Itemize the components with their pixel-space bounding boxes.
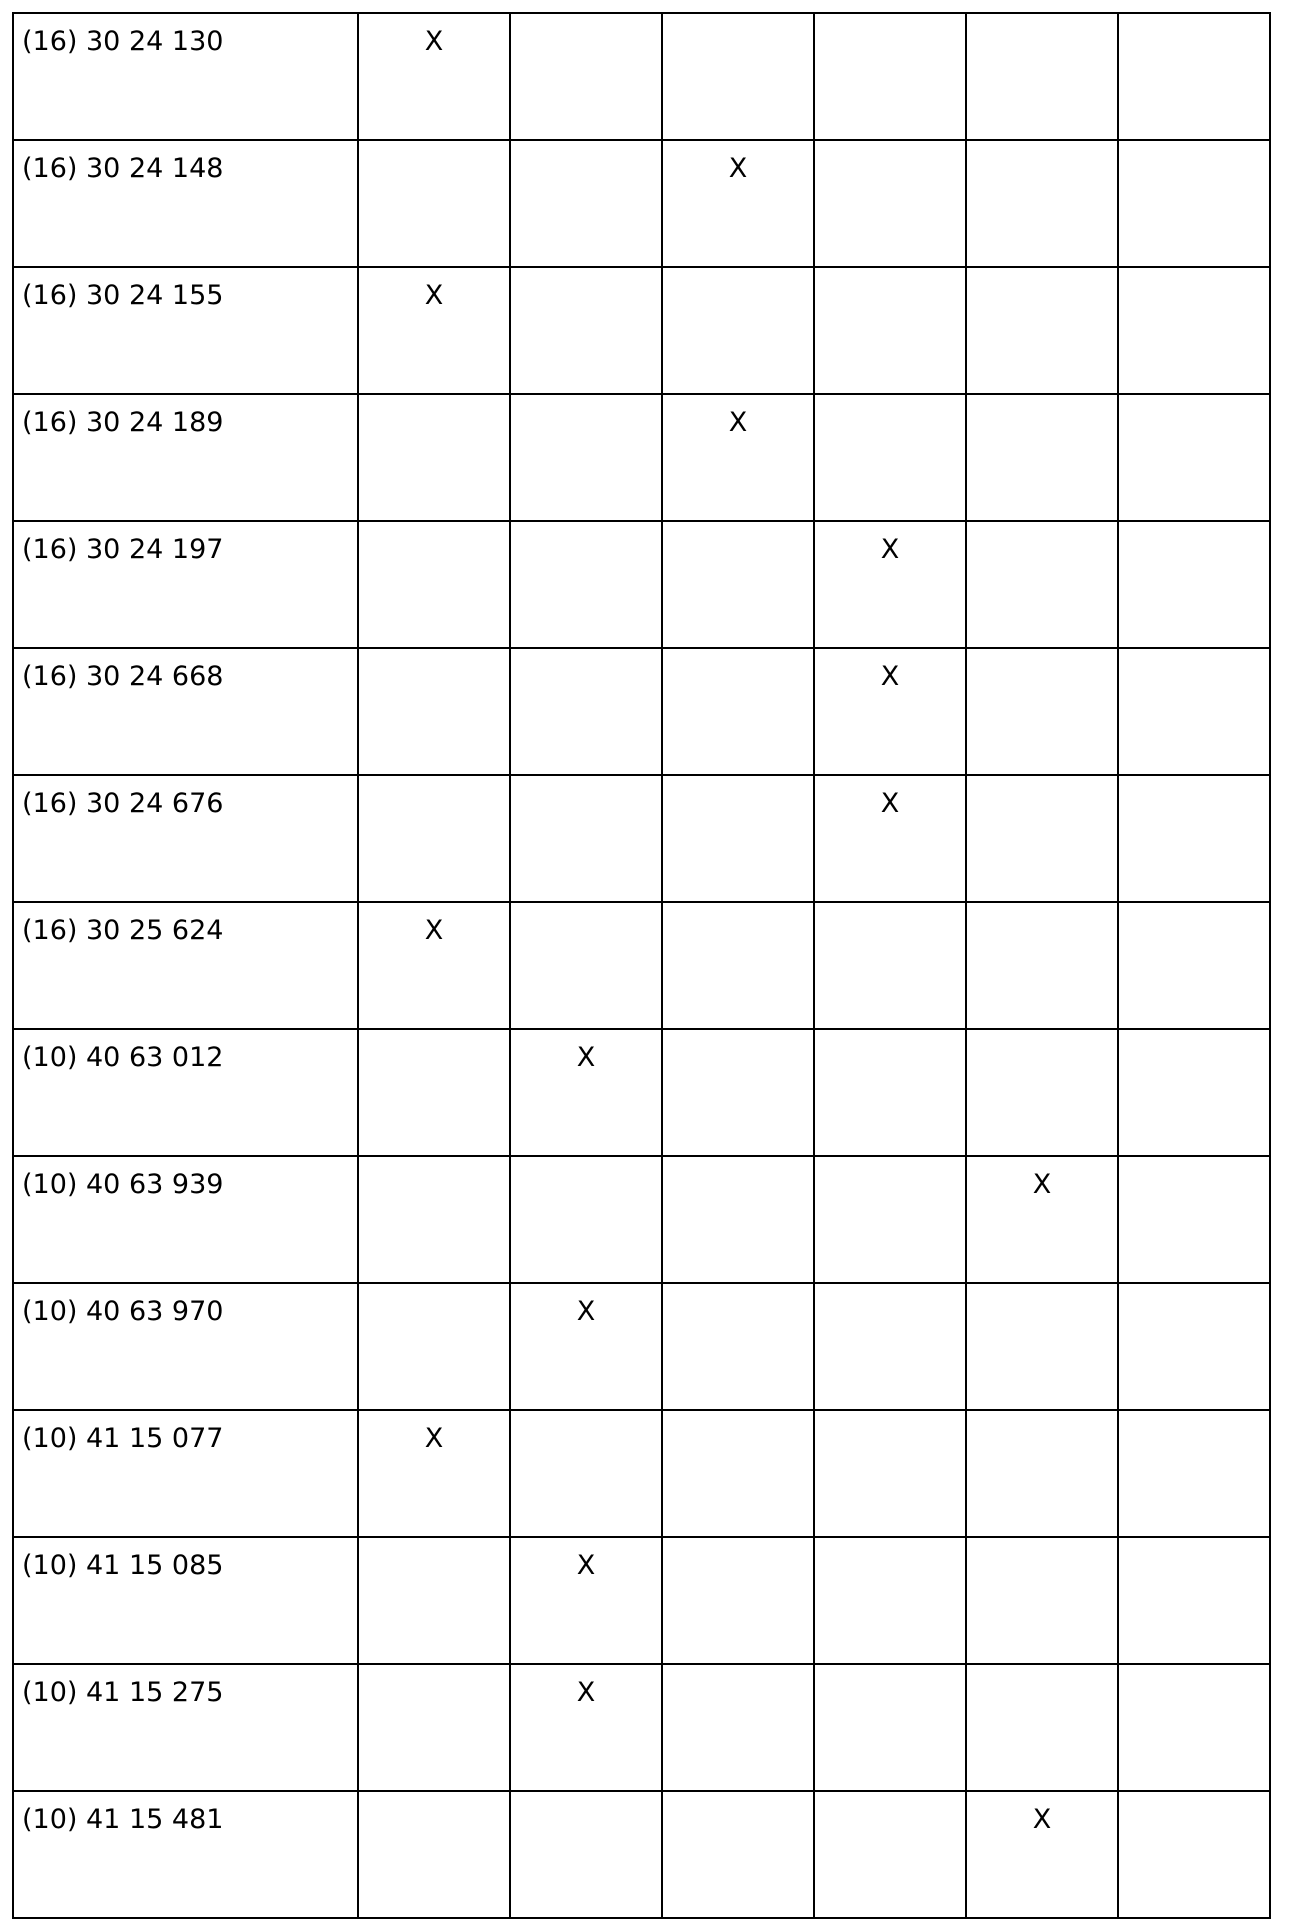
mark-cell-col-6	[1118, 1029, 1270, 1156]
mark-cell-col-3	[662, 1283, 814, 1410]
mark-cell-col-4	[814, 1156, 966, 1283]
mark-cell-col-6	[1118, 648, 1270, 775]
row-code-cell: (10) 40 63 012	[13, 1029, 358, 1156]
mark-cell-col-5	[966, 1537, 1118, 1664]
mark-cell-col-3	[662, 267, 814, 394]
table-row	[13, 1410, 1270, 1537]
mark-cell-col-6	[1118, 267, 1270, 394]
mark-cell-col-3: X	[662, 394, 814, 521]
row-code-cell: (10) 41 15 077	[13, 1410, 358, 1537]
table-row	[13, 1664, 1270, 1791]
table-row	[13, 13, 1270, 140]
mark-cell-col-6	[1118, 1156, 1270, 1283]
mark-cell-col-5	[966, 394, 1118, 521]
table-row	[13, 521, 1270, 648]
table-body	[13, 13, 1270, 1918]
mark-cell-col-2: X	[510, 1029, 662, 1156]
row-code-cell: (16) 30 24 148	[13, 140, 358, 267]
mark-cell-col-3	[662, 1029, 814, 1156]
mark-cell-col-4	[814, 1664, 966, 1791]
mark-cell-col-3	[662, 1537, 814, 1664]
mark-cell-col-2	[510, 902, 662, 1029]
mark-cell-col-3	[662, 902, 814, 1029]
mark-cell-col-4	[814, 1283, 966, 1410]
mark-cell-col-5	[966, 1410, 1118, 1537]
mark-cell-col-6	[1118, 521, 1270, 648]
mark-cell-col-5	[966, 521, 1118, 648]
mark-cell-col-1	[358, 521, 510, 648]
mark-cell-col-2	[510, 1410, 662, 1537]
mark-cell-col-3	[662, 1156, 814, 1283]
row-code-cell: (16) 30 24 676	[13, 775, 358, 902]
mark-cell-col-6	[1118, 394, 1270, 521]
mark-cell-col-1	[358, 1664, 510, 1791]
row-code-cell: (10) 40 63 939	[13, 1156, 358, 1283]
mark-cell-col-2	[510, 1791, 662, 1918]
mark-cell-col-1	[358, 1156, 510, 1283]
table-row	[13, 648, 1270, 775]
table-row	[13, 394, 1270, 521]
mark-cell-col-5	[966, 1029, 1118, 1156]
mark-cell-col-4	[814, 1791, 966, 1918]
table-row	[13, 902, 1270, 1029]
mark-cell-col-6	[1118, 1791, 1270, 1918]
mark-cell-col-4	[814, 140, 966, 267]
mark-cell-col-2	[510, 13, 662, 140]
mark-cell-col-2	[510, 394, 662, 521]
table-row	[13, 775, 1270, 902]
mark-cell-col-5	[966, 902, 1118, 1029]
mark-cell-col-2	[510, 267, 662, 394]
mark-cell-col-6	[1118, 1410, 1270, 1537]
mark-cell-col-2: X	[510, 1283, 662, 1410]
row-code-cell: (16) 30 24 189	[13, 394, 358, 521]
mark-cell-col-3	[662, 1664, 814, 1791]
mark-cell-col-4: X	[814, 775, 966, 902]
mark-cell-col-1	[358, 394, 510, 521]
mark-cell-col-2	[510, 521, 662, 648]
mark-cell-col-5	[966, 1664, 1118, 1791]
mark-cell-col-2: X	[510, 1664, 662, 1791]
mark-cell-col-4	[814, 1537, 966, 1664]
mark-cell-col-4	[814, 394, 966, 521]
mark-cell-col-5	[966, 13, 1118, 140]
mark-cell-col-6	[1118, 775, 1270, 902]
mark-cell-col-2	[510, 1156, 662, 1283]
mark-cell-col-5: X	[966, 1791, 1118, 1918]
mark-cell-col-4	[814, 1410, 966, 1537]
row-code-cell: (10) 41 15 481	[13, 1791, 358, 1918]
mark-cell-col-3	[662, 775, 814, 902]
mark-cell-col-2	[510, 140, 662, 267]
mark-cell-col-6	[1118, 1537, 1270, 1664]
mark-cell-col-5	[966, 775, 1118, 902]
classification-table	[12, 12, 1271, 1919]
mark-cell-col-1: X	[358, 902, 510, 1029]
mark-cell-col-1	[358, 775, 510, 902]
mark-cell-col-1	[358, 648, 510, 775]
mark-cell-col-6	[1118, 1283, 1270, 1410]
mark-cell-col-1	[358, 140, 510, 267]
row-code-cell: (16) 30 25 624	[13, 902, 358, 1029]
mark-cell-col-1: X	[358, 1410, 510, 1537]
mark-cell-col-1	[358, 1537, 510, 1664]
table-row	[13, 140, 1270, 267]
mark-cell-col-6	[1118, 1664, 1270, 1791]
mark-cell-col-5	[966, 140, 1118, 267]
mark-cell-col-1: X	[358, 267, 510, 394]
row-code-cell: (16) 30 24 155	[13, 267, 358, 394]
row-code-cell: (16) 30 24 130	[13, 13, 358, 140]
table-row	[13, 1791, 1270, 1918]
mark-cell-col-5: X	[966, 1156, 1118, 1283]
row-code-cell: (10) 41 15 275	[13, 1664, 358, 1791]
mark-cell-col-4	[814, 902, 966, 1029]
mark-cell-col-4	[814, 13, 966, 140]
mark-cell-col-5	[966, 267, 1118, 394]
mark-cell-col-4	[814, 1029, 966, 1156]
table-row	[13, 1156, 1270, 1283]
mark-cell-col-2: X	[510, 1537, 662, 1664]
mark-cell-col-1	[358, 1283, 510, 1410]
mark-cell-col-1	[358, 1791, 510, 1918]
mark-cell-col-6	[1118, 140, 1270, 267]
mark-cell-col-5	[966, 1283, 1118, 1410]
row-code-cell: (16) 30 24 197	[13, 521, 358, 648]
mark-cell-col-3	[662, 1791, 814, 1918]
mark-cell-col-4: X	[814, 648, 966, 775]
mark-cell-col-1	[358, 1029, 510, 1156]
mark-cell-col-4	[814, 267, 966, 394]
mark-cell-col-2	[510, 648, 662, 775]
row-code-cell: (10) 41 15 085	[13, 1537, 358, 1664]
mark-cell-col-1: X	[358, 13, 510, 140]
mark-cell-col-2	[510, 775, 662, 902]
table-row	[13, 1537, 1270, 1664]
row-code-cell: (10) 40 63 970	[13, 1283, 358, 1410]
mark-cell-col-6	[1118, 902, 1270, 1029]
mark-cell-col-6	[1118, 13, 1270, 140]
row-code-cell: (16) 30 24 668	[13, 648, 358, 775]
mark-cell-col-5	[966, 648, 1118, 775]
mark-cell-col-3: X	[662, 140, 814, 267]
mark-cell-col-3	[662, 13, 814, 140]
table-row	[13, 1283, 1270, 1410]
table-row	[13, 1029, 1270, 1156]
table-row	[13, 267, 1270, 394]
mark-cell-col-3	[662, 521, 814, 648]
mark-cell-col-3	[662, 648, 814, 775]
mark-cell-col-3	[662, 1410, 814, 1537]
mark-cell-col-4: X	[814, 521, 966, 648]
